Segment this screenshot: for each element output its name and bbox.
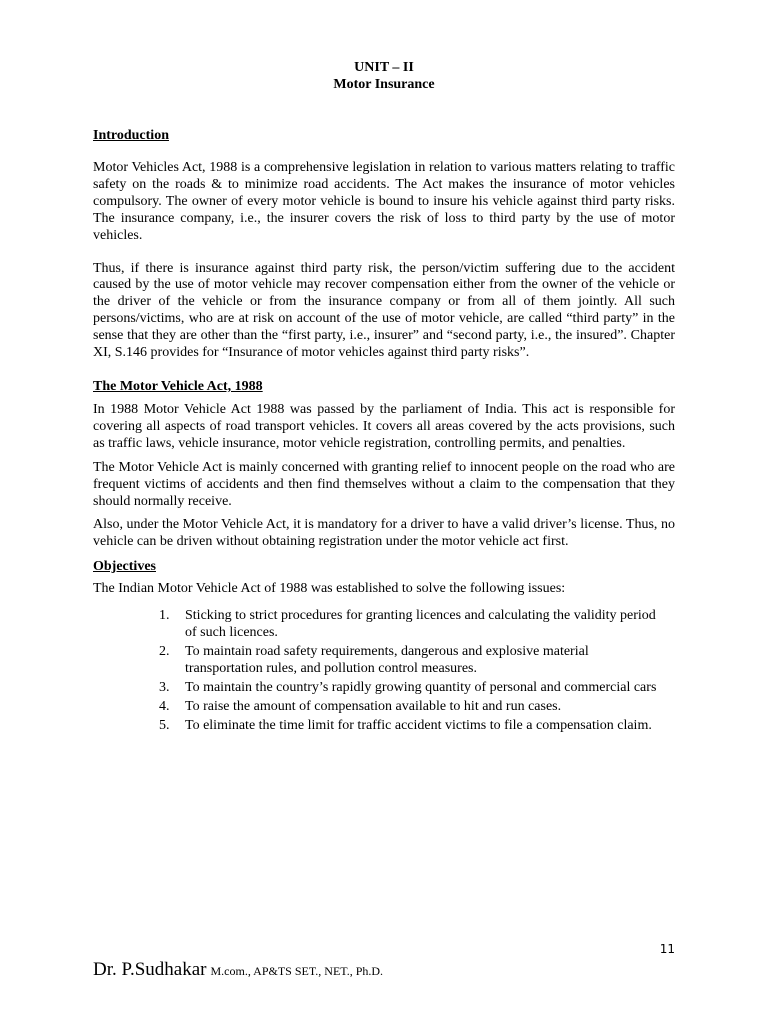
list-item [159, 718, 669, 735]
list-item-number: 3. [159, 679, 170, 695]
list-item [159, 680, 669, 697]
objectives-intro: The Indian Motor Vehicle Act of 1988 was established to solve the following issues: [93, 581, 566, 597]
list-item-text: To maintain road safety requirements, dangerous and explosive material transportation rules, and pollution control measures. [185, 643, 589, 676]
author-name: Dr. P.Sudhakar [93, 959, 207, 980]
introduction-paragraph-1: Motor Vehicles Act, 1988 is a comprehensive legislation in relation to various matters relating to traffic safety on the roads & to minimize road accidents. The Act makes the insurance of motor vehicles compulsory. The owner of every motor vehicle is bound to insure his vehicle against third party risks. The insurance company, i.e., the insurer covers the risk of loss to third party by the use of motor vehicles. [93, 160, 675, 243]
list-item-text: To raise the amount of compensation available to hit and run cases. [185, 698, 562, 714]
list-item-number: 1. [159, 608, 170, 624]
list-item-text: To maintain the country’s rapidly growing quantity of personal and commercial cars [185, 679, 657, 695]
page-number: 11 [659, 942, 675, 956]
motor-vehicle-act-paragraph-3: Also, under the Motor Vehicle Act, it is mandatory for a driver to have a valid driver’s license. Thus, no vehicle can be driven without obtaining registration under the motor vehicle act first. [93, 517, 675, 550]
list-item [159, 608, 669, 642]
motor-vehicle-act-heading: The Motor Vehicle Act, 1988 [93, 378, 263, 394]
unit-title: UNIT – II [354, 60, 414, 75]
list-item-text: Sticking to strict procedures for granting licences and calculating the validity period of such licences. [185, 608, 656, 641]
unit-subtitle: Motor Insurance [333, 77, 435, 92]
motor-vehicle-act-paragraph-1: In 1988 Motor Vehicle Act 1988 was passed by the parliament of India. This act is responsible for covering all aspects of road transport vehicles. It covers all areas covered by the acts provisions, such as traffic laws, vehicle insurance, motor vehicle registration, controlling permits, and penalties. [93, 401, 675, 451]
objectives-list [159, 608, 669, 734]
list-item [159, 699, 669, 716]
introduction-heading: Introduction [93, 128, 169, 143]
list-item-number: 2. [159, 643, 170, 659]
list-item-number: 5. [159, 717, 170, 733]
unit-header [0, 59, 768, 93]
introduction-paragraph-2: Thus, if there is insurance against third party risk, the person/victim suffering due to the accident caused by the use of motor vehicle may recover compensation either from the owner of the vehicle or the driver of the vehicle or from the insurance company or from all of them jointly. All such persons/victims, who are at risk on account of the use of motor vehicle, are called “third party” in the sense that they are other than the “first party, i.e., insurer” and “second party, i.e., the insured”. Chapter XI, S.146 provides for “Insurance of motor vehicles against third party risks”. [93, 260, 675, 361]
body-content [93, 127, 675, 736]
footer-author [93, 959, 383, 981]
list-item [159, 644, 669, 678]
list-item-number: 4. [159, 698, 170, 714]
objectives-heading: Objectives [93, 559, 156, 575]
author-qualifications: M.com., AP&TS SET., NET., Ph.D. [210, 964, 384, 978]
list-item-text: To eliminate the time limit for traffic accident victims to file a compensation claim. [185, 717, 652, 733]
motor-vehicle-act-paragraph-2: The Motor Vehicle Act is mainly concerned with granting relief to innocent people on the road who are frequent victims of accidents and then find themselves without a claim to the compensation that they should normally receive. [93, 459, 675, 509]
